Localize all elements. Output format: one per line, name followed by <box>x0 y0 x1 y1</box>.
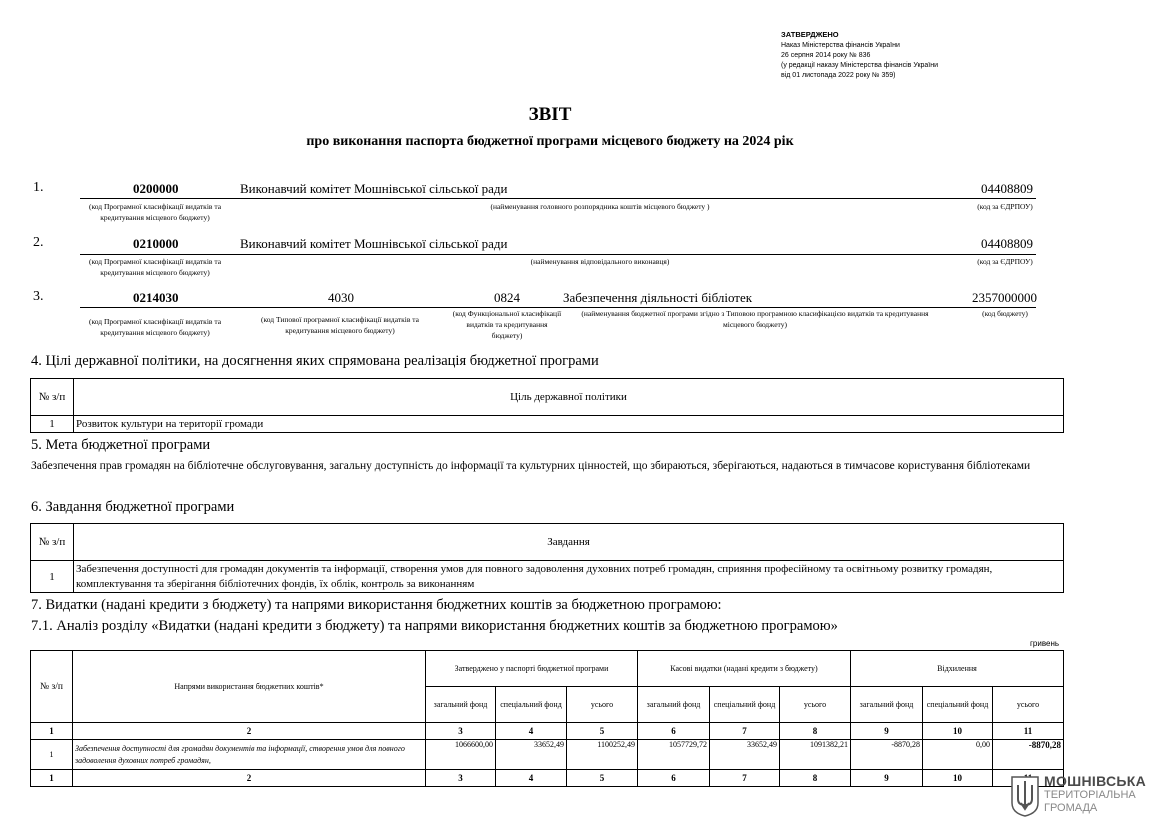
approval-block <box>781 30 938 81</box>
program-name: Забезпечення діяльності бібліотек <box>563 290 753 305</box>
column-number: 11 <box>993 723 1064 740</box>
approval-line: від 01 листопада 2022 року № 359) <box>781 72 896 79</box>
table-row <box>31 561 1064 593</box>
column-number-row <box>31 723 1064 740</box>
column-number: 1 <box>31 723 73 740</box>
budget-code: 2357000000 <box>972 290 1037 305</box>
column-number: 7 <box>710 723 780 740</box>
executor-name: Виконавчий комітет Мошнівської сільської ради <box>240 236 508 251</box>
column-header-num: № з/п <box>31 379 74 416</box>
edrpou-code: 04408809 <box>981 181 1033 196</box>
program-code: 0200000 <box>133 181 179 196</box>
logo-line-3: ГРОМАДА <box>1044 802 1098 814</box>
footer-number-row <box>31 770 1064 787</box>
cell-num: 1 <box>31 416 74 433</box>
approval-heading: ЗАТВЕРДЖЕНО <box>781 30 839 39</box>
approval-line: 26 серпня 2014 року № 836 <box>781 52 871 59</box>
column-number: 8 <box>780 723 851 740</box>
section-5-title: 5. Мета бюджетної програми <box>31 437 211 453</box>
column-header-num: № з/п <box>31 651 73 723</box>
caption: (код Програмної класифікації видатків та кредитування місцевого бюджету) <box>88 257 222 277</box>
expenditure-table <box>30 650 1064 787</box>
row-number: 1. <box>33 180 44 195</box>
cell-value: -8870,28 <box>851 740 923 770</box>
cell-num: 1 <box>31 740 73 770</box>
subheader-general: загальний фонд <box>638 687 710 723</box>
functional-code: 0824 <box>494 290 520 305</box>
caption: (код Типової програмної класифікації видатків та кредитування місцевого бюджету) <box>260 315 420 335</box>
column-number: 9 <box>851 723 923 740</box>
subheader-general: загальний фонд <box>426 687 496 723</box>
cell-value: 1100252,49 <box>567 740 638 770</box>
column-header-num: № з/п <box>31 524 74 561</box>
column-header-deviation: Відхилення <box>851 651 1064 687</box>
column-number: 7 <box>710 770 780 787</box>
subheader-general: загальний фонд <box>851 687 923 723</box>
cell-num: 1 <box>31 561 74 593</box>
goals-table <box>30 378 1064 433</box>
cell-value: 1057729,72 <box>638 740 710 770</box>
column-number: 10 <box>923 723 993 740</box>
cell-value: 0,00 <box>923 740 993 770</box>
column-header-task: Завдання <box>74 524 1064 561</box>
column-number: 8 <box>780 770 851 787</box>
subheader-special: спеціальний фонд <box>710 687 780 723</box>
manager-name: Виконавчий комітет Мошнівської сільської ради <box>240 181 508 196</box>
cell-value: -8870,28 <box>993 740 1064 770</box>
page-subtitle: про виконання паспорта бюджетної програми місцевого бюджету на 2024 рік <box>306 134 794 149</box>
typical-code: 4030 <box>328 290 354 305</box>
cell-value: 33652,49 <box>710 740 780 770</box>
caption: (код Функціональної класифікації видатків та кредитування бюджету) <box>452 309 562 340</box>
subheader-special: спеціальний фонд <box>923 687 993 723</box>
caption: (код за ЄДРПОУ) <box>977 257 1033 266</box>
currency-unit: гривень <box>1030 639 1060 648</box>
section-7-title: 7. Видатки (надані кредити з бюджету) та напрями використання бюджетних коштів за бюджетною програмою: <box>31 597 722 613</box>
subheader-special: спеціальний фонд <box>496 687 567 723</box>
program-code: 0210000 <box>133 236 179 251</box>
caption: (код бюджету) <box>982 309 1028 318</box>
cell-value: 33652,49 <box>496 740 567 770</box>
column-number: 3 <box>426 723 496 740</box>
caption: (код Програмної класифікації видатків та кредитування місцевого бюджету) <box>88 317 222 337</box>
logo-line-2: ТЕРИТОРІАЛЬНА <box>1044 789 1136 801</box>
program-code: 0214030 <box>133 290 179 305</box>
column-number: 1 <box>31 770 73 787</box>
community-logo <box>1010 773 1155 817</box>
row-underline <box>80 198 1036 199</box>
column-number: 5 <box>567 770 638 787</box>
section-4-title: 4. Цілі державної політики, на досягнення яких спрямована реалізація бюджетної програми <box>31 353 599 369</box>
column-number: 5 <box>567 723 638 740</box>
column-number: 2 <box>73 723 426 740</box>
section-6-title: 6. Завдання бюджетної програми <box>31 499 235 515</box>
subheader-total: усього <box>993 687 1064 723</box>
caption: (найменування головного розпорядника коштів місцевого бюджету ) <box>490 202 710 211</box>
program-goal-text: Забезпечення прав громадян на бібліотечне обслуговування, загальну доступність до інформації та культурних цінностей, що збираються, зберігаються, надаються в тимчасове користування бібліотеками <box>31 460 1031 472</box>
subheader-total: усього <box>567 687 638 723</box>
caption: (найменування відповідального виконавця) <box>530 257 670 266</box>
column-number: 2 <box>73 770 426 787</box>
approval-line: (у редакції наказу Міністерства фінансів України <box>781 62 939 69</box>
column-number: 6 <box>638 723 710 740</box>
table-row <box>31 416 1064 433</box>
column-number: 9 <box>851 770 923 787</box>
trident-icon <box>1010 773 1040 817</box>
table-row <box>31 740 1064 770</box>
column-number: 4 <box>496 723 567 740</box>
cell-task: Забезпечення доступності для громадян документів та інформації, створення умов для повного задоволення духовних потреб громадян, сприяння професійному та освітньому розвитку громадян, комплектування та зберігання бібліотечних фондів, їх облік, контроль за виконанням <box>74 561 1064 593</box>
section-7-1-title: 7.1. Аналіз розділу «Видатки (надані кредити з бюджету) та напрями використання бюджетних коштів за бюджетною програмою» <box>31 618 838 634</box>
cell-direction: Забезпечення доступності для громадян документів та інформації, створення умов для повного задоволення духовних потреб громадян, <box>73 740 426 770</box>
cell-goal: Розвиток культури на території громади <box>74 416 1064 433</box>
column-number: 3 <box>426 770 496 787</box>
column-header-direction: Напрями використання бюджетних коштів* <box>73 651 426 723</box>
column-number: 4 <box>496 770 567 787</box>
column-number: 10 <box>923 770 993 787</box>
cell-value: 1066600,00 <box>426 740 496 770</box>
column-header-approved: Затверджено у паспорті бюджетної програми <box>426 651 638 687</box>
approval-line: Наказ Міністерства фінансів України <box>781 42 900 49</box>
caption: (найменування бюджетної програми згідно з Типовою програмною класифікацією видатків та кредитування місцевого бюджету) <box>581 309 929 329</box>
subheader-total: усього <box>780 687 851 723</box>
column-number: 6 <box>638 770 710 787</box>
tasks-table <box>30 523 1064 593</box>
logo-line-1: МОШНІВСЬКА <box>1044 773 1147 789</box>
row-underline <box>80 254 1036 255</box>
column-header-cash: Касові видатки (надані кредити з бюджету) <box>638 651 851 687</box>
row-number: 3. <box>33 289 44 304</box>
edrpou-code: 04408809 <box>981 236 1033 251</box>
caption: (код за ЄДРПОУ) <box>977 202 1033 211</box>
row-number: 2. <box>33 235 44 250</box>
page-title: ЗВІТ <box>528 104 572 125</box>
column-header-goal: Ціль державної політики <box>74 379 1064 416</box>
caption: (код Програмної класифікації видатків та кредитування місцевого бюджету) <box>88 202 222 222</box>
cell-value: 1091382,21 <box>780 740 851 770</box>
